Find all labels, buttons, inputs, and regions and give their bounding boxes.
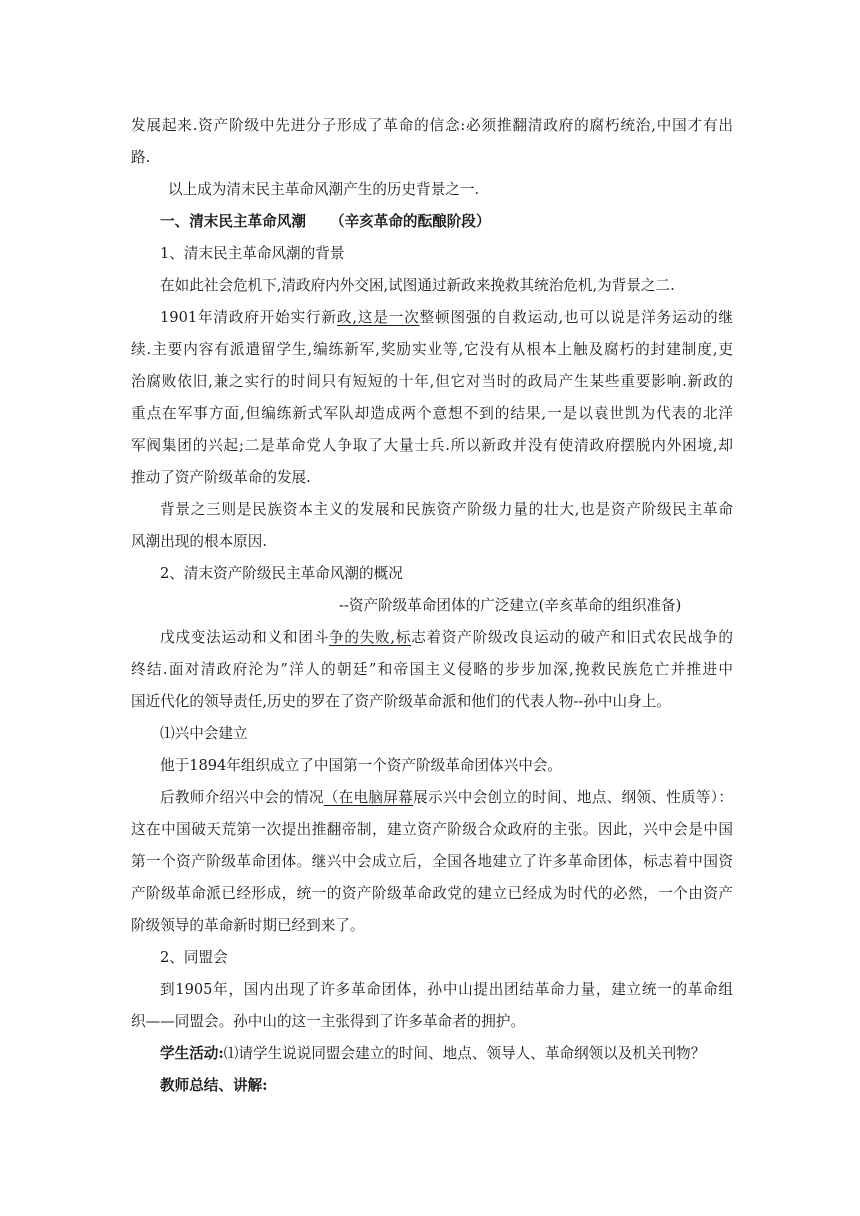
pf-text-b: 志着资产阶级改良运动的破产和旧式农民战争的 <box>411 629 733 646</box>
paragraph-new-policy-line-3: 治腐败依旧,兼之实行的时间只有短短的十年,但它对当时的政局产生某些重要影响.新政的 <box>131 373 733 390</box>
paragraph-intro-xzh-line-5: 阶级领导的革命新时期已经到来了。 <box>131 917 365 934</box>
section-heading-stage: （辛亥革命的酝酿阶段） <box>329 213 491 230</box>
np-text-a: 1901年清政府开始实行新 <box>160 309 337 326</box>
paragraph-failure-line-2: 终结.面对清政府沦为”洋人的朝廷”和帝国主义侵略的步步加深,挽救民族危亡并推进中 <box>131 661 733 678</box>
item-xingzhonghui: ⑴兴中会建立 <box>160 725 248 742</box>
paragraph-new-policy-line-1 <box>160 308 733 328</box>
intro-line-1: 发展起来.资产阶级中先进分子形成了革命的信念:必须推翻清政府的腐朽统治,中国才有出 <box>131 117 733 134</box>
px-text-b: 展示兴中会创立的时间、地点、纲领、性质等）： <box>413 789 733 806</box>
paragraph-background-three-line-2: 风潮出现的根本原因. <box>131 533 267 550</box>
paragraph-background-two: 在如此社会危机下,清政府内外交困,试图通过新政来挽救其统治危机,为背景之二. <box>160 277 675 294</box>
pf-text-a: 戊戌变法运动和义和团斗 <box>160 629 329 646</box>
paragraph-failure-line-1 <box>160 628 733 648</box>
paragraph-background-three-line-1: 背景之三则是民族资本主义的发展和民族资产阶级力量的壮大,也是资产阶级民主革命 <box>160 501 733 518</box>
item-tongmenghui: 2、同盟会 <box>160 949 228 966</box>
paragraph-new-policy-line-4: 重点在军事方面,但编练新式军队却造成两个意想不到的结果,一是以袁世凯为代表的北洋 <box>131 405 733 422</box>
paragraph-new-policy-line-5: 军阀集团的兴起;二是革命党人争取了大量士兵.所以新政并没有使清政府摆脱内外困境,却 <box>131 437 733 454</box>
student-activity-label: 学生活动: <box>160 1045 224 1062</box>
subheading-overview-note: --资产阶级革命团体的广泛建立(辛亥革命的组织准备) <box>339 597 682 614</box>
subheading-overview: 2、清末资产阶级民主革命风潮的概况 <box>160 565 403 582</box>
teacher-summary-label: 教师总结、讲解: <box>160 1077 268 1094</box>
paragraph-intro-xzh-line-3: 第一个资产阶级革命团体。继兴中会成立后，全国各地建立了许多革命团体，标志着中国资 <box>131 853 733 870</box>
subheading-background: 1、清末民主革命风潮的背景 <box>160 245 345 262</box>
student-activity <box>160 1044 762 1064</box>
paragraph-intro-xzh-line-1 <box>160 788 733 808</box>
np-underlined: 政,这是一次 <box>336 309 420 326</box>
paragraph-intro-xzh-line-4: 产阶级革命派已经形成，统一的资产阶级革命政党的建立已经成为时代的必然，一个由资产 <box>131 885 733 902</box>
paragraph-new-policy-line-6: 推动了资产阶级革命的发展. <box>131 469 311 486</box>
np-text-b: 整顿图强的自救运动,也可以说是洋务运动的继 <box>419 309 733 326</box>
paragraph-failure-line-3: 国近代化的领导责任,历史的罗在了资产阶级革命派和他们的代表人物--孙中山身上。 <box>131 693 671 710</box>
paragraph-intro-xzh-line-2: 这在中国破天荒第一次提出推翻帝制，建立资产阶级合众政府的主张。因此，兴中会是中国 <box>131 821 733 838</box>
intro-line-3: 以上成为清末民主革命风潮产生的历史背景之一. <box>168 181 480 198</box>
px-underlined: （在电脑屏幕 <box>323 789 414 806</box>
pf-underlined: 争的失败,标 <box>328 629 412 646</box>
paragraph-new-policy-line-2: 续.主要内容有派遣留学生,编练新军,奖励实业等,它没有从根本上触及腐朽的封建制度,吏 <box>131 341 733 358</box>
paragraph-1905-line-2: 织——同盟会。孙中山的这一主张得到了许多革命者的拥护。 <box>131 1013 526 1030</box>
paragraph-1905-line-1: 到1905年，国内出现了许多革命团体，孙中山提出团结革命力量，建立统一的革命组 <box>160 981 733 998</box>
section-heading <box>160 212 762 232</box>
intro-line-2: 路. <box>131 149 151 166</box>
section-heading-title: 一、清末民主革命风潮 <box>160 213 306 230</box>
student-activity-text: ⑴请学生说说同盟会建立的时间、地点、领导人、革命纲领以及机关刊物？ <box>223 1045 706 1062</box>
px-text-a: 后教师介绍兴中会的情况 <box>160 789 324 806</box>
paragraph-1894: 他于1894年组织成立了中国第一个资产阶级革命团体兴中会。 <box>160 757 562 774</box>
